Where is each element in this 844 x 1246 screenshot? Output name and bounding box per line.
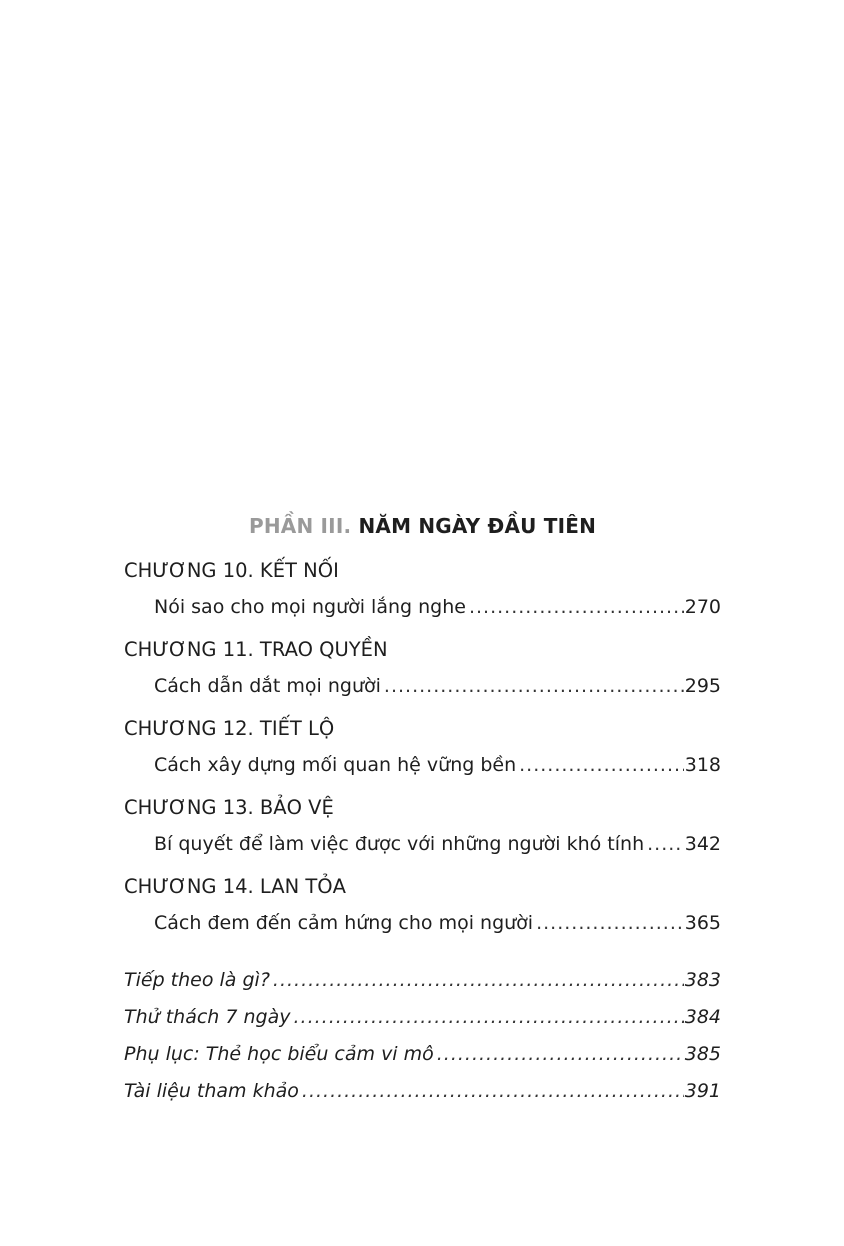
chapter-10	[124, 556, 721, 623]
dot-leader	[437, 1039, 684, 1070]
dot-leader	[519, 750, 684, 781]
toc-entry[interactable]	[124, 592, 721, 623]
part-label: PHẦN III.	[248, 514, 352, 538]
toc-entry[interactable]	[124, 671, 721, 702]
entry-page-number: 365	[684, 912, 721, 934]
toc-entry[interactable]	[124, 908, 721, 939]
chapter-11	[124, 635, 721, 702]
part-heading	[124, 510, 721, 542]
entry-page-number: 342	[684, 833, 721, 855]
entry-label: Tài liệu tham khảo	[124, 1080, 299, 1102]
entry-page-number: 383	[684, 969, 721, 991]
dot-leader	[647, 829, 684, 860]
toc-entry[interactable]	[124, 750, 721, 781]
dot-leader	[302, 1076, 684, 1107]
chapter-14	[124, 872, 721, 939]
chapter-title: CHƯƠNG 11. TRAO QUYỀN	[124, 638, 388, 661]
dot-leader	[536, 908, 684, 939]
entry-page-number: 295	[684, 675, 721, 697]
entry-page-number: 385	[684, 1043, 721, 1065]
chapter-title: CHƯƠNG 14. LAN TỎA	[124, 875, 346, 898]
toc-entry-whats-next[interactable]	[124, 965, 721, 996]
part-title: NĂM NGÀY ĐẦU TIÊN	[358, 514, 597, 538]
backmatter-list	[124, 965, 721, 1107]
entry-label: Cách đem đến cảm hứng cho mọi người	[154, 912, 534, 934]
chapter-13	[124, 793, 721, 860]
entry-page-number: 391	[684, 1080, 721, 1102]
entry-label: Cách dẫn dắt mọi người	[154, 675, 381, 697]
entry-page-number: 270	[684, 596, 721, 618]
entry-label: Tiếp theo là gì?	[124, 969, 270, 991]
entry-page-number: 384	[684, 1006, 721, 1028]
toc-entry-7-day-challenge[interactable]	[124, 1002, 721, 1033]
dot-leader	[294, 1002, 684, 1033]
dot-leader	[469, 592, 684, 623]
entry-label: Bí quyết để làm việc được với những người khó tính	[154, 833, 645, 855]
dot-leader	[273, 965, 684, 996]
toc-entry-references[interactable]	[124, 1076, 721, 1107]
chapter-title: CHƯƠNG 13. BẢO VỆ	[124, 796, 334, 819]
chapter-title: CHƯƠNG 12. TIẾT LỘ	[124, 717, 335, 740]
entry-page-number: 318	[684, 754, 721, 776]
entry-label: Cách xây dựng mối quan hệ vững bền	[154, 754, 517, 776]
table-of-contents	[124, 510, 721, 1113]
dot-leader	[384, 671, 684, 702]
chapter-12	[124, 714, 721, 781]
chapter-title: CHƯƠNG 10. KẾT NỐI	[124, 559, 339, 582]
entry-label: Thử thách 7 ngày	[124, 1006, 291, 1028]
toc-entry[interactable]	[124, 829, 721, 860]
toc-entry-appendix[interactable]	[124, 1039, 721, 1070]
entry-label: Phụ lục: Thẻ học biểu cảm vi mô	[124, 1043, 434, 1065]
entry-label: Nói sao cho mọi người lắng nghe	[154, 596, 466, 618]
